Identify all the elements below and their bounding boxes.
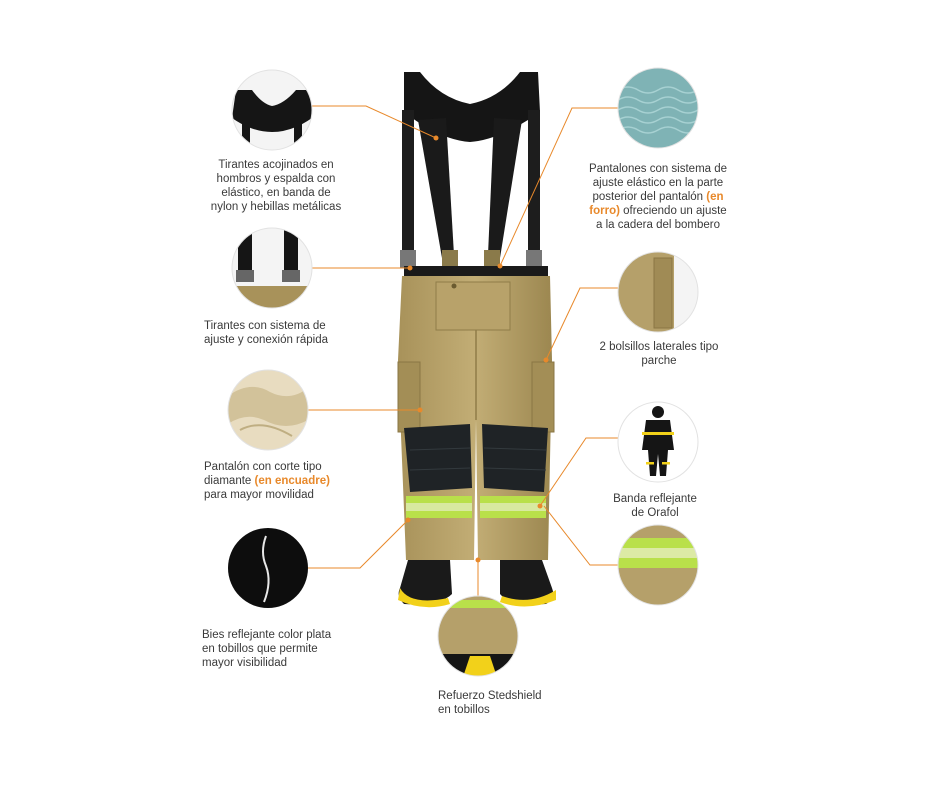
detail-circle-elastic-back	[618, 68, 698, 148]
detail-circle-ankle-reinforcement	[438, 596, 518, 680]
detail-circle-reflective-band	[618, 525, 698, 605]
highlight-forro: forro)	[589, 205, 620, 217]
callout-quick-adjust: Tirantes con sistema de ajuste y conexión rápida	[204, 320, 329, 346]
detail-circle-firefighter	[618, 402, 698, 482]
detail-circle-quick-adjust	[230, 228, 312, 310]
callout-diamond-cut: Pantalón con corte tipo diamante (en encuadre) para mayor movilidad	[204, 461, 330, 501]
callout-side-pockets: 2 bolsillos laterales tipo parche	[599, 341, 719, 367]
turnout-pants	[398, 266, 556, 607]
callout-suspenders: Tirantes acojinados en hombros y espalda con elástico, en banda de nylon y hebillas metálicas	[210, 159, 342, 213]
detail-circle-silver-trim	[228, 528, 308, 608]
highlight-en-encuadre: (en encuadre)	[254, 475, 330, 487]
detail-circle-suspenders	[232, 70, 312, 160]
highlight-en: (en	[706, 191, 724, 203]
callout-elastic-back: Pantalones con sistema de ajuste elástico en la parte posterior del pantalón (en forro) ofreciendo un ajuste a la cadera del bombero	[588, 163, 728, 231]
suspenders	[400, 72, 542, 268]
callout-silver-trim: Bies reflejante color plata en tobillos que permite mayor visibilidad	[202, 629, 332, 669]
leader-silver-trim	[308, 520, 408, 568]
detail-circle-diamond-cut	[228, 370, 308, 450]
callout-ankle-reinforcement: Refuerzo Stedshield en tobillos	[438, 690, 542, 716]
detail-circle-side-pockets	[618, 252, 698, 332]
callout-reflective-band: Banda reflejante de Orafol	[613, 493, 697, 519]
